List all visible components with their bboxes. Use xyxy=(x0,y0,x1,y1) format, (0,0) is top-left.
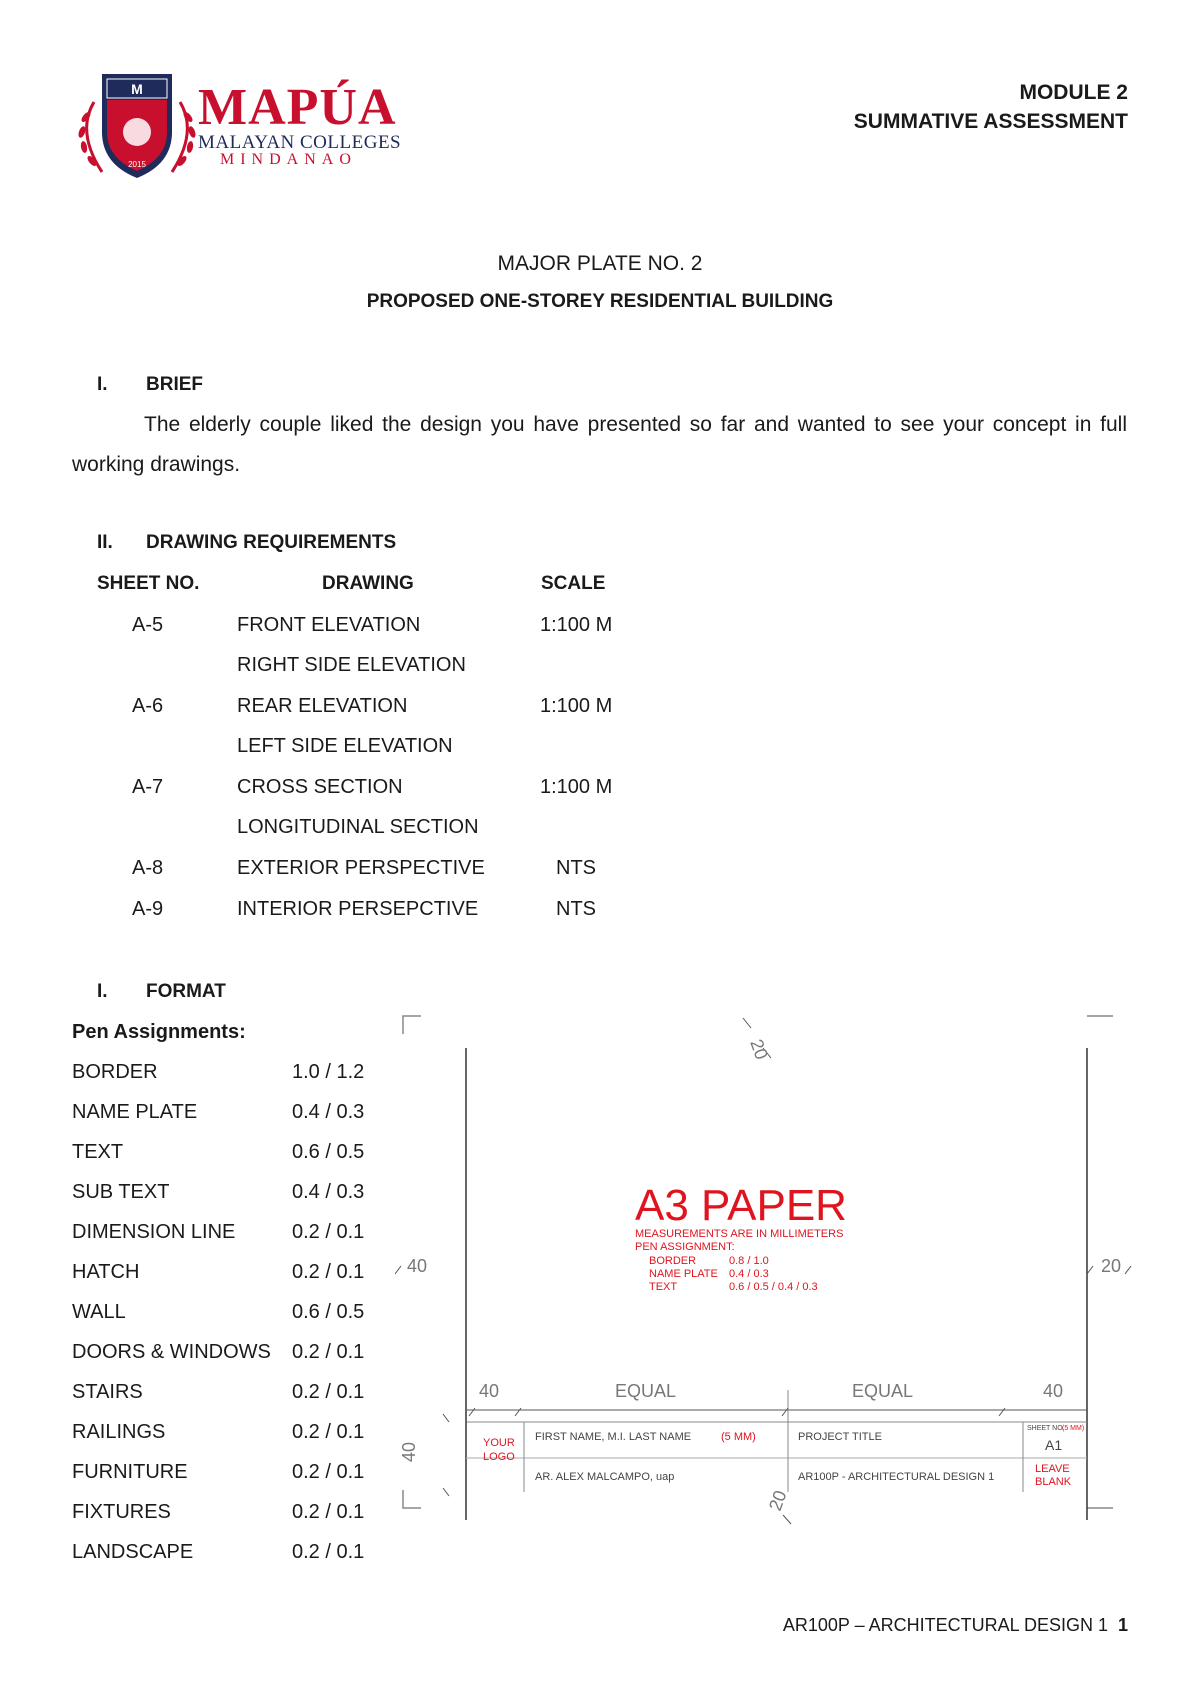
a3-sheet-diagram xyxy=(395,1010,1135,1540)
plate-number: MAJOR PLATE NO. 2 xyxy=(497,252,703,275)
table-cell-scale: 1:100 M xyxy=(540,614,613,636)
name-field-note: (5 MM) xyxy=(721,1431,756,1443)
a3-note-measurements: MEASUREMENTS ARE IN MILLIMETERS xyxy=(635,1228,844,1240)
pen-label: DIMENSION LINE xyxy=(72,1221,236,1243)
a3-pen-value: 0.4 / 0.3 xyxy=(729,1268,769,1280)
a3-pen-label: BORDER xyxy=(649,1255,697,1267)
pen-value: 0.2 / 0.1 xyxy=(292,1541,365,1563)
pen-value: 0.4 / 0.3 xyxy=(292,1181,365,1203)
pen-value: 0.2 / 0.1 xyxy=(292,1461,365,1483)
column-header-drawing: DRAWING xyxy=(322,573,414,594)
table-cell-drawing: LONGITUDINAL SECTION xyxy=(237,816,479,838)
pen-label: FIXTURES xyxy=(72,1501,171,1523)
column-header-scale: SCALE xyxy=(541,573,606,594)
crest-icon xyxy=(72,72,202,182)
a3-pen-label: NAME PLATE xyxy=(649,1268,718,1280)
section-title-brief: BRIEF xyxy=(146,374,203,395)
instructor-field: AR. ALEX MALCAMPO, uap xyxy=(535,1471,675,1483)
table-cell-scale: 1:100 M xyxy=(540,776,613,798)
module-type: SUMMATIVE ASSESSMENT xyxy=(853,110,1128,133)
your-logo-text: YOUR xyxy=(483,1437,515,1449)
section-title-format: FORMAT xyxy=(146,981,226,1002)
leave-blank-text: BLANK xyxy=(1035,1476,1072,1488)
section-number-format: I. xyxy=(97,981,108,1002)
pen-value: 0.2 / 0.1 xyxy=(292,1261,365,1283)
a3-paper-title: A3 PAPER xyxy=(635,1181,847,1230)
brief-text: The elderly couple liked the design you have presented so far and wanted to see your concept in full working drawings. xyxy=(72,413,1127,476)
pen-label: WALL xyxy=(72,1301,126,1323)
brand-name: MAPÚA xyxy=(198,79,397,136)
column-header-sheet: SHEET NO. xyxy=(97,573,200,594)
pen-value: 1.0 / 1.2 xyxy=(292,1061,365,1083)
table-cell-scale: NTS xyxy=(556,898,596,920)
table-cell-sheet: A-9 xyxy=(132,898,164,920)
pen-label: FURNITURE xyxy=(72,1461,188,1483)
pen-value: 0.2 / 0.1 xyxy=(292,1501,365,1523)
table-cell-sheet: A-8 xyxy=(132,857,164,879)
table-cell-drawing: CROSS SECTION xyxy=(237,776,403,798)
table-cell-drawing: LEFT SIDE ELEVATION xyxy=(237,735,453,757)
sheet-no-value: A1 xyxy=(1045,1437,1063,1453)
pen-label: LANDSCAPE xyxy=(72,1541,194,1563)
table-cell-scale: NTS xyxy=(556,857,596,879)
pen-value: 0.2 / 0.1 xyxy=(292,1381,365,1403)
table-cell-sheet: A-5 xyxy=(132,614,164,636)
dim-top-label: 20 xyxy=(746,1036,772,1063)
leave-blank-text: LEAVE xyxy=(1035,1463,1070,1475)
project-title-field: PROJECT TITLE xyxy=(798,1431,882,1443)
pen-value: 0.6 / 0.5 xyxy=(292,1301,365,1323)
module-heading xyxy=(854,78,1128,136)
dim-bottom-label: 20 xyxy=(764,1487,791,1514)
pen-value: 0.4 / 0.3 xyxy=(292,1101,365,1123)
pen-label: DOORS & WINDOWS xyxy=(72,1341,271,1363)
a3-pen-label: TEXT xyxy=(649,1281,678,1293)
sheet-no-note: (5 MM) xyxy=(1062,1425,1085,1432)
svg-text:M: M xyxy=(131,81,143,97)
pen-label: RAILINGS xyxy=(72,1421,166,1443)
dim-strip-left-label: 40 xyxy=(479,1381,500,1401)
dim-equal-label: EQUAL xyxy=(615,1381,677,1401)
table-cell-drawing: FRONT ELEVATION xyxy=(237,614,421,636)
module-number: MODULE 2 xyxy=(1019,81,1128,104)
pen-label: NAME PLATE xyxy=(72,1101,198,1123)
svg-text:2015: 2015 xyxy=(128,160,146,169)
name-field: FIRST NAME, M.I. LAST NAME xyxy=(535,1431,692,1443)
course-field: AR100P - ARCHITECTURAL DESIGN 1 xyxy=(798,1471,995,1483)
pen-value: 0.6 / 0.5 xyxy=(292,1141,365,1163)
dim-equal-label: EQUAL xyxy=(852,1381,914,1401)
dim-strip-height-label: 40 xyxy=(399,1441,419,1462)
brand-subtitle: MALAYAN COLLEGES xyxy=(198,132,402,153)
pen-label: STAIRS xyxy=(72,1381,143,1403)
pen-value: 0.2 / 0.1 xyxy=(292,1341,365,1363)
footer-course: AR100P – ARCHITECTURAL DESIGN 1 xyxy=(782,1615,1108,1635)
table-cell-drawing: INTERIOR PERSEPCTIVE xyxy=(237,898,479,920)
your-logo-text: LOGO xyxy=(483,1451,515,1463)
brand-campus: MINDANAO xyxy=(220,151,357,168)
table-cell-sheet: A-6 xyxy=(132,695,164,717)
section-title-requirements: DRAWING REQUIREMENTS xyxy=(146,532,397,553)
table-cell-drawing: RIGHT SIDE ELEVATION xyxy=(237,654,466,676)
sheet-no-label: SHEET NO. xyxy=(1027,1425,1065,1432)
page-number: 1 xyxy=(1117,1615,1128,1635)
dim-right-label: 20 xyxy=(1101,1256,1122,1276)
pen-label: TEXT xyxy=(72,1141,124,1163)
pen-label: HATCH xyxy=(72,1261,140,1283)
pen-value: 0.2 / 0.1 xyxy=(292,1421,365,1443)
pen-label: SUB TEXT xyxy=(72,1181,170,1203)
pen-assignments-heading: Pen Assignments: xyxy=(72,1021,246,1043)
section-number-requirements: II. xyxy=(97,532,113,553)
dim-left-label: 40 xyxy=(407,1256,428,1276)
pen-value: 0.2 / 0.1 xyxy=(292,1221,365,1243)
plate-title: PROPOSED ONE-STOREY RESIDENTIAL BUILDING xyxy=(366,291,834,312)
dim-strip-right-label: 40 xyxy=(1043,1381,1064,1401)
a3-pen-value: 0.6 / 0.5 / 0.4 / 0.3 xyxy=(729,1281,818,1293)
pen-label: BORDER xyxy=(72,1061,158,1083)
section-number-brief: I. xyxy=(97,374,108,395)
a3-note-pen: PEN ASSIGNMENT: xyxy=(635,1241,735,1253)
a3-pen-value: 0.8 / 1.0 xyxy=(729,1255,769,1267)
table-cell-sheet: A-7 xyxy=(132,776,164,798)
table-cell-drawing: EXTERIOR PERSPECTIVE xyxy=(237,857,485,879)
table-cell-scale: 1:100 M xyxy=(540,695,613,717)
table-cell-drawing: REAR ELEVATION xyxy=(237,695,408,717)
page-footer xyxy=(783,1615,1128,1636)
